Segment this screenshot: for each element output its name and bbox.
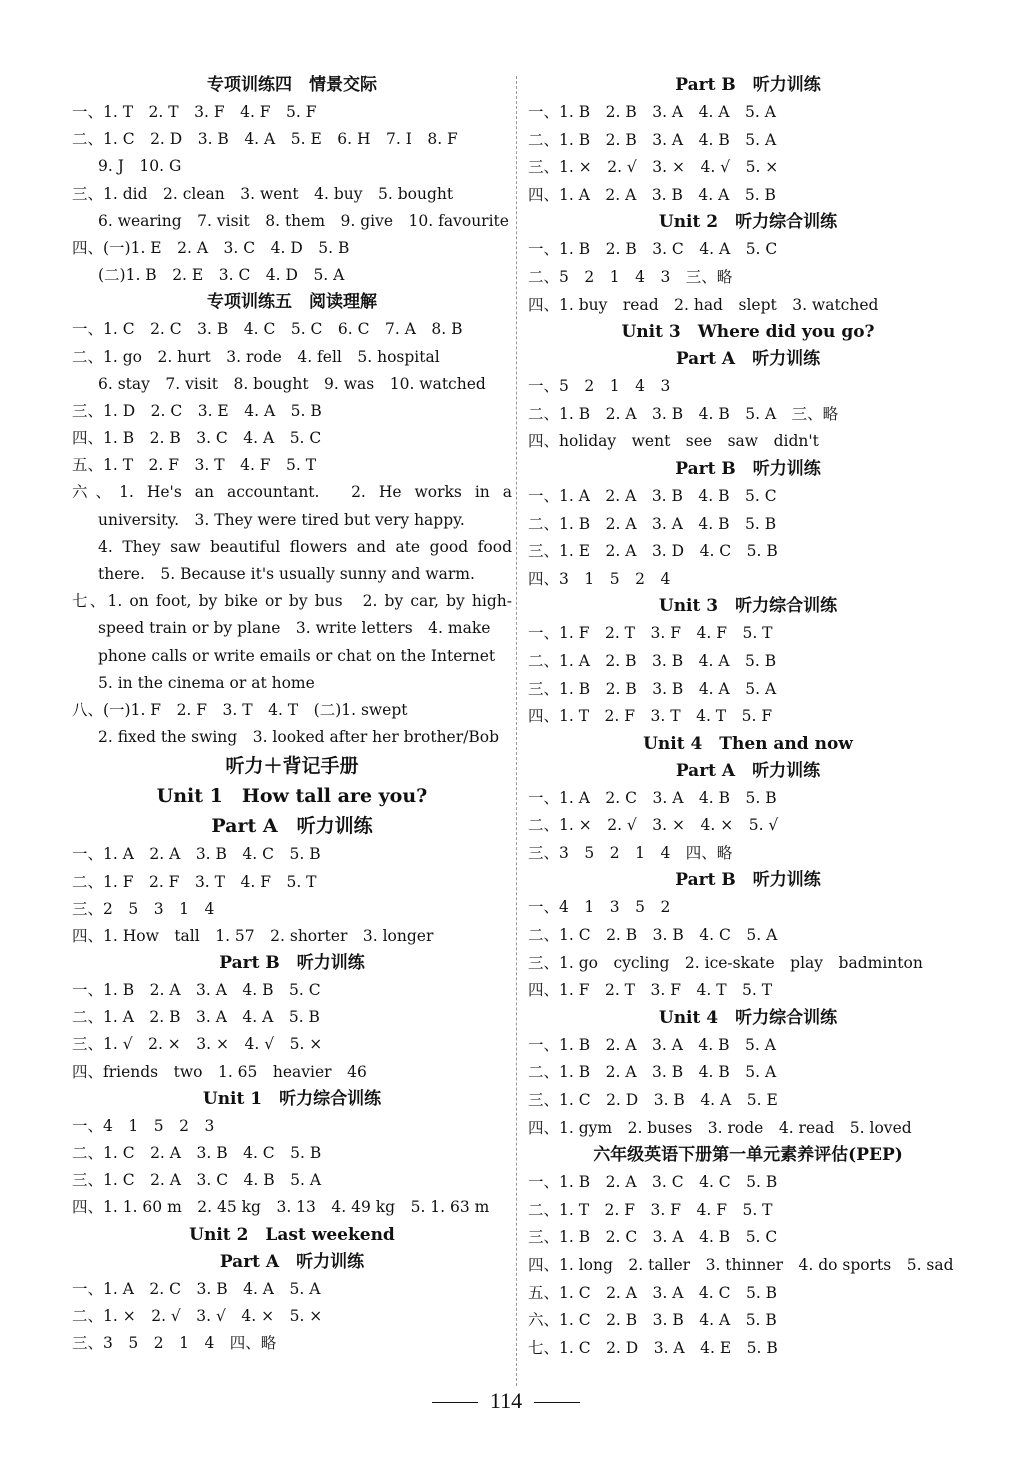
section-heading: Part A 听力训练: [675, 760, 821, 781]
answer-line: 二、1. C 2. B 3. B 4. C 5. A: [528, 926, 778, 945]
answer-line: 二、1. B 2. B 3. A 4. B 5. A: [528, 130, 777, 149]
answer-line: 五、1. C 2. A 3. A 4. C 5. B: [528, 1283, 778, 1302]
answer-line: 七、1. C 2. D 3. A 4. E 5. B: [528, 1338, 778, 1357]
answer-line: 三、1. D 2. C 3. E 4. A 5. B: [72, 401, 322, 420]
answer-line: 四、1. gym 2. buses 3. rode 4. read 5. loved: [528, 1118, 912, 1137]
answer-line: 二、5 2 1 4 3 三、略: [528, 267, 733, 286]
answer-line: 四、1. 1. 60 m 2. 45 kg 3. 13 4. 49 kg 5. 1. 63 m: [72, 1198, 490, 1217]
answer-line: 一、1. A 2. A 3. B 4. B 5. C: [528, 486, 777, 505]
answer-line: 一、1. A 2. C 3. A 4. B 5. B: [528, 788, 777, 807]
answer-line: 二、1. B 2. A 3. B 4. B 5. A: [528, 1063, 777, 1082]
answer-line: phone calls or write emails or chat on the Internet: [98, 646, 496, 665]
answer-line: 四、friends two 1. 65 heavier 46: [72, 1062, 367, 1081]
answer-line: 三、2 5 3 1 4: [72, 899, 215, 918]
left-column: [72, 72, 512, 1357]
section-heading: 专项训练四 情景交际: [207, 75, 377, 95]
section-heading: Part B 听力训练: [675, 75, 821, 95]
column-divider: [516, 76, 517, 1386]
section-heading: Unit 1 How tall are you?: [156, 785, 428, 808]
section-heading: Part A 听力训练: [219, 1251, 365, 1272]
answer-line: 二、1. A 2. B 3. B 4. A 5. B: [528, 651, 777, 670]
answer-line: 二、1. B 2. A 3. B 4. B 5. A 三、略: [528, 404, 839, 423]
answer-line: 六、1. He's an accountant. 2. He works in a: [72, 483, 512, 502]
answer-line: 二、1. B 2. A 3. A 4. B 5. B: [528, 514, 777, 533]
answer-line: 6. wearing 7. visit 8. them 9. give 10. favourite: [98, 211, 509, 230]
section-heading: Part A 听力训练: [675, 349, 821, 370]
answer-line: 四、1. buy read 2. had slept 3. watched: [528, 295, 879, 314]
answer-line: 二、1. C 2. D 3. B 4. A 5. E 6. H 7. I 8. F: [72, 130, 458, 149]
answer-line: 三、1. C 2. D 3. B 4. A 5. E: [528, 1091, 778, 1110]
answer-line: 三、1. B 2. C 3. A 4. B 5. C: [528, 1228, 778, 1247]
answer-line: 四、1. A 2. A 3. B 4. A 5. B: [528, 185, 776, 204]
section-heading: Part B 听力训练: [675, 458, 821, 479]
answer-line: 6. stay 7. visit 8. bought 9. was 10. watched: [98, 374, 486, 393]
answer-line: 一、1. C 2. C 3. B 4. C 5. C 6. C 7. A 8. B: [72, 320, 463, 339]
answer-line: speed train or by plane 3. write letters 4. make: [98, 619, 491, 638]
answer-line: 三、3 5 2 1 4 四、略: [72, 1333, 277, 1352]
answer-line: 三、1. go cycling 2. ice-skate play badminton: [528, 953, 923, 972]
section-heading: 听力＋背记手册: [225, 755, 359, 778]
answer-line: 一、4 1 3 5 2: [528, 898, 671, 917]
section-heading: Unit 2 听力综合训练: [658, 212, 838, 233]
answer-line: 四、3 1 5 2 4: [528, 569, 671, 588]
answer-line: 一、1. B 2. B 3. C 4. A 5. C: [528, 240, 778, 259]
answer-line: 一、1. A 2. C 3. B 4. A 5. A: [72, 1279, 321, 1298]
answer-line: 三、3 5 2 1 4 四、略: [528, 843, 733, 862]
footer-dash-left: [432, 1402, 478, 1403]
answer-line: university. 3. They were tired but very happy.: [98, 510, 465, 529]
section-heading: Unit 3 听力综合训练: [658, 596, 838, 617]
answer-line: 二、1. T 2. F 3. F 4. F 5. T: [528, 1200, 773, 1219]
answer-line: 二、1. A 2. B 3. A 4. A 5. B: [72, 1008, 320, 1027]
answer-line: 二、1. C 2. A 3. B 4. C 5. B: [72, 1144, 322, 1162]
answer-line: 四、1. F 2. T 3. F 4. T 5. T: [528, 981, 773, 1000]
footer-dash-right: [534, 1402, 580, 1403]
answer-line: 一、4 1 5 2 3: [72, 1116, 215, 1135]
answer-line: 一、1. T 2. T 3. F 4. F 5. F: [72, 103, 317, 121]
answer-line: 六、1. C 2. B 3. B 4. A 5. B: [528, 1311, 777, 1330]
answer-line: 三、1. × 2. √ 3. × 4. √ 5. ×: [528, 158, 779, 177]
section-heading: Unit 3 Where did you go?: [621, 322, 875, 343]
answer-line: 一、5 2 1 4 3: [528, 377, 671, 396]
answer-line: 2. fixed the swing 3. looked after her brother/Bob: [98, 728, 499, 747]
answer-line: 四、1. How tall 1. 57 2. shorter 3. longer: [72, 926, 434, 945]
answer-line: 四、1. long 2. taller 3. thinner 4. do sports 5. sad: [528, 1256, 954, 1274]
section-heading: Part B 听力训练: [675, 870, 821, 891]
answer-line: 一、1. B 2. A 3. A 4. B 5. A: [528, 1035, 776, 1054]
answer-line: 三、1. B 2. B 3. B 4. A 5. A: [528, 679, 777, 698]
answer-line: 二、1. F 2. F 3. T 4. F 5. T: [72, 872, 317, 891]
answer-line: 五、1. T 2. F 3. T 4. F 5. T: [72, 456, 317, 475]
section-heading: Part B 听力训练: [219, 953, 365, 974]
answer-line: 七、1. on foot, by bike or by bus 2. by car, by high-: [72, 592, 512, 611]
answer-line: 三、1. C 2. A 3. C 4. B 5. A: [72, 1171, 322, 1190]
answer-line: 二、1. × 2. √ 3. × 4. × 5. √: [528, 816, 779, 835]
section-heading: Unit 2 Last weekend: [189, 1224, 395, 1245]
answer-line: 三、1. did 2. clean 3. went 4. buy 5. bought: [72, 184, 454, 203]
answer-line: 二、1. × 2. √ 3. √ 4. × 5. ×: [72, 1306, 323, 1325]
answer-line: 一、1. B 2. A 3. C 4. C 5. B: [528, 1173, 778, 1192]
section-heading: Unit 4 Then and now: [643, 733, 853, 754]
section-heading: Part A 听力训练: [211, 815, 373, 838]
answer-line: 四、1. T 2. F 3. T 4. T 5. F: [528, 707, 773, 726]
answer-line: 一、1. F 2. T 3. F 4. F 5. T: [528, 624, 773, 643]
section-heading: Unit 4 听力综合训练: [658, 1007, 838, 1028]
section-heading: 专项训练五 阅读理解: [207, 292, 377, 313]
answer-line: 9. J 10. G: [98, 157, 182, 176]
answer-line: 三、1. √ 2. × 3. × 4. √ 5. ×: [72, 1035, 323, 1054]
answer-line: 5. in the cinema or at home: [98, 673, 315, 692]
answer-line: there. 5. Because it's usually sunny and warm.: [98, 565, 475, 583]
answer-line: 八、(一)1. F 2. F 3. T 4. T (二)1. swept: [72, 700, 408, 719]
answer-line: 一、1. B 2. A 3. A 4. B 5. C: [72, 981, 321, 1000]
right-column: [528, 72, 968, 1362]
section-heading: Unit 1 听力综合训练: [202, 1088, 382, 1109]
answer-line: 一、1. B 2. B 3. A 4. A 5. A: [528, 103, 776, 121]
answer-line: 4. They saw beautiful flowers and ate good food: [98, 537, 512, 556]
section-heading: 六年级英语下册第一单元素养评估(PEP): [593, 1145, 903, 1166]
page-number-footer: [0, 1388, 1012, 1414]
answer-line: 二、1. go 2. hurt 3. rode 4. fell 5. hospital: [72, 347, 440, 366]
answer-line: (二)1. B 2. E 3. C 4. D 5. A: [98, 266, 345, 285]
answer-line: 四、holiday went see saw didn't: [528, 432, 819, 451]
page-number: 114: [489, 1388, 523, 1413]
answer-line: 一、1. A 2. A 3. B 4. C 5. B: [72, 845, 321, 864]
answer-line: 四、1. B 2. B 3. C 4. A 5. C: [72, 429, 322, 448]
answer-line: 三、1. E 2. A 3. D 4. C 5. B: [528, 542, 778, 561]
answer-line: 四、(一)1. E 2. A 3. C 4. D 5. B: [72, 238, 350, 257]
